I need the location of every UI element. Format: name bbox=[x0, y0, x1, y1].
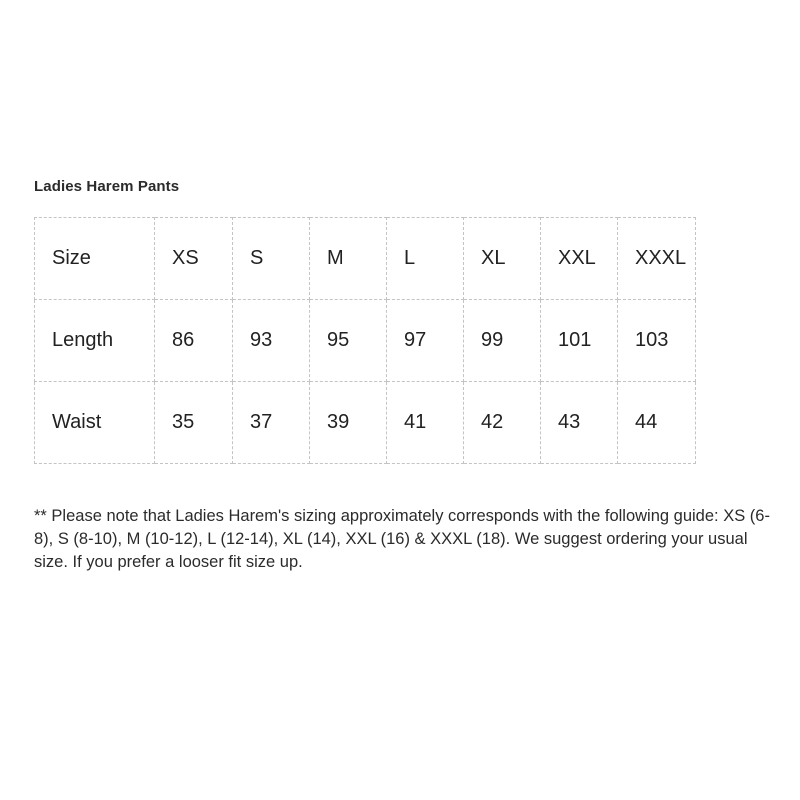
table-cell: S bbox=[233, 218, 310, 300]
table-row-waist bbox=[35, 382, 696, 464]
table-cell: 101 bbox=[541, 300, 618, 382]
table-cell: 99 bbox=[464, 300, 541, 382]
table-cell: 95 bbox=[310, 300, 387, 382]
table-cell: 39 bbox=[310, 382, 387, 464]
table-cell: XXL bbox=[541, 218, 618, 300]
sizing-note: ** Please note that Ladies Harem's sizing approximately corresponds with the following guide: XS (6-8), S (8-10), M (10-12), L (12-14), XL (14), XXL (16) & XXXL (18). We suggest ordering your usual size. If you prefer a looser fit size up. bbox=[34, 507, 770, 571]
table-cell: L bbox=[387, 218, 464, 300]
table-cell: 42 bbox=[464, 382, 541, 464]
table-cell: 43 bbox=[541, 382, 618, 464]
table-cell: 44 bbox=[618, 382, 696, 464]
table-cell: 93 bbox=[233, 300, 310, 382]
table-cell: 37 bbox=[233, 382, 310, 464]
row-label: Waist bbox=[35, 382, 155, 464]
table-cell: 103 bbox=[618, 300, 696, 382]
page-title: Ladies Harem Pants bbox=[34, 178, 180, 195]
table-cell: 97 bbox=[387, 300, 464, 382]
row-label: Length bbox=[35, 300, 155, 382]
table-row-size bbox=[35, 218, 696, 300]
table-cell: 41 bbox=[387, 382, 464, 464]
table-cell: 86 bbox=[155, 300, 233, 382]
table-cell: XXXL bbox=[618, 218, 696, 300]
row-label: Size bbox=[35, 218, 155, 300]
size-chart-table bbox=[34, 217, 696, 464]
table-cell: XS bbox=[155, 218, 233, 300]
table-cell: XL bbox=[464, 218, 541, 300]
table-row-length bbox=[35, 300, 696, 382]
table-cell: M bbox=[310, 218, 387, 300]
table-cell: 35 bbox=[155, 382, 233, 464]
